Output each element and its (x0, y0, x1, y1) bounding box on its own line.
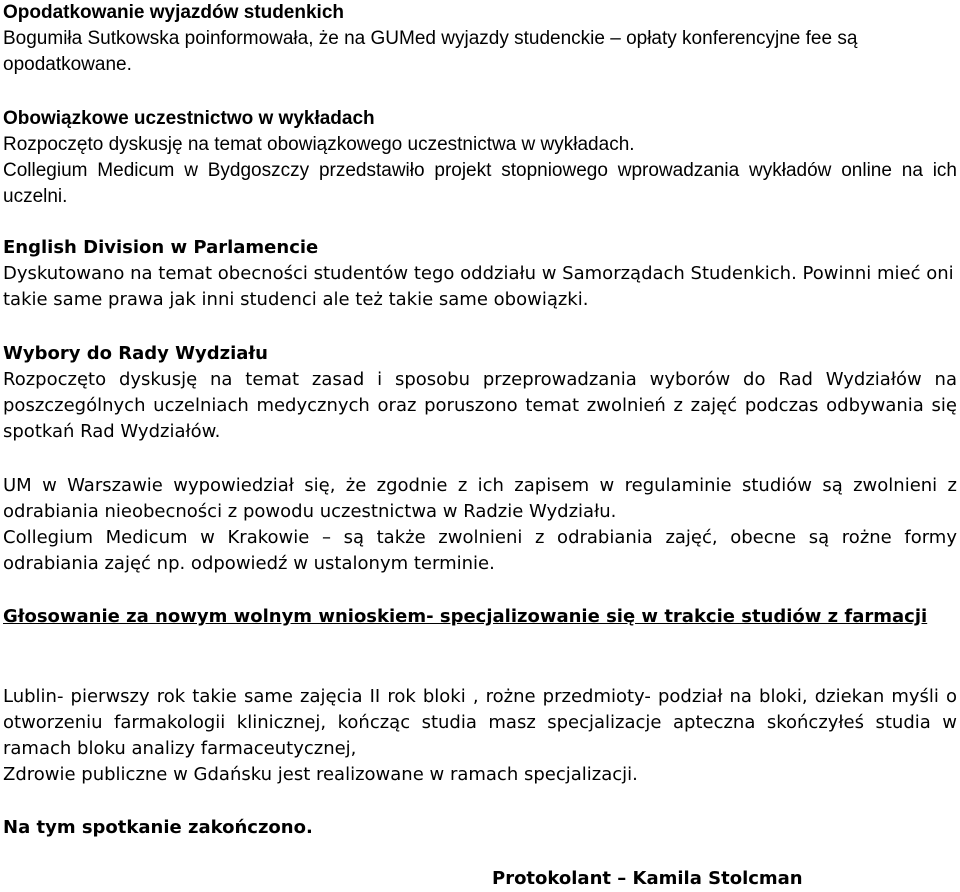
signature: Protokolant – Kamila Stolcman (492, 868, 803, 889)
section-taxation (3, 0, 957, 78)
section-english-division (3, 235, 957, 313)
closing-line (3, 815, 957, 841)
paragraph: Lublin- pierwszy rok takie same zajęcia II rok bloki , rożne przedmioty- podział na bloki, dziekan myśli o otworzeniu farmakologii klinicznej, kończąc studia masz specjalizacje apteczna skończyłeś studia w ramach bloku analizy farmaceutycznej, (3, 686, 957, 759)
section-heading: English Division w Parlamencie (3, 237, 319, 258)
section-heading: Głosowanie za nowym wolnym wnioskiem- specjalizowanie się w trakcie studiów z farmacji (3, 606, 928, 627)
section-pharmacy-details (3, 684, 957, 788)
paragraph: Rozpoczęto dyskusję na temat obowiązkowego uczestnictwa w wykładach. (3, 134, 635, 155)
paragraph: Rozpoczęto dyskusję na temat zasad i sposobu przeprowadzania wyborów do Rad Wydziałów na poszczególnych uczelniach medycznych oraz poruszono temat zwolnień z zajęć podczas odbywania się spotkań Rad Wydziałów. (3, 369, 957, 442)
section-lecture-attendance (3, 106, 957, 210)
section-heading: Obowiązkowe uczestnictwo w wykładach (3, 108, 375, 129)
paragraph: Collegium Medicum w Bydgoszczy przedstawiło projekt stopniowego wprowadzania wykładów online na ich uczelni. (3, 160, 957, 207)
section-exemptions (3, 473, 957, 577)
paragraph: Zdrowie publiczne w Gdańsku jest realizowane w ramach specjalizacji. (3, 764, 638, 785)
paragraph: Bogumiła Sutkowska poinformowała, że na GUMed wyjazdy studenckie – opłaty konferencyjne fee są opodatkowane. (3, 28, 858, 75)
section-faculty-elections (3, 341, 957, 445)
paragraph: Collegium Medicum w Krakowie – są także zwolnieni z odrabiania zajęć, obecne są rożne formy odrabiania zajęć np. odpowiedź w ustalonym terminie. (3, 527, 957, 574)
section-pharmacy-specialization (3, 604, 957, 630)
section-heading: Opodatkowanie wyjazdów studenkich (3, 2, 344, 23)
paragraph: UM w Warszawie wypowiedział się, że zgodnie z ich zapisem w regulaminie studiów są zwolnieni z odrabiania nieobecności z powodu uczestnictwa w Radzie Wydziału. (3, 475, 957, 522)
section-heading: Wybory do Rady Wydziału (3, 343, 268, 364)
closing-text: Na tym spotkanie zakończono. (3, 817, 313, 838)
paragraph: Dyskutowano na temat obecności studentów tego oddziału w Samorządach Studenkich. Powinni mieć oni takie same prawa jak inni studenci ale też takie same obowiązki. (3, 263, 954, 310)
